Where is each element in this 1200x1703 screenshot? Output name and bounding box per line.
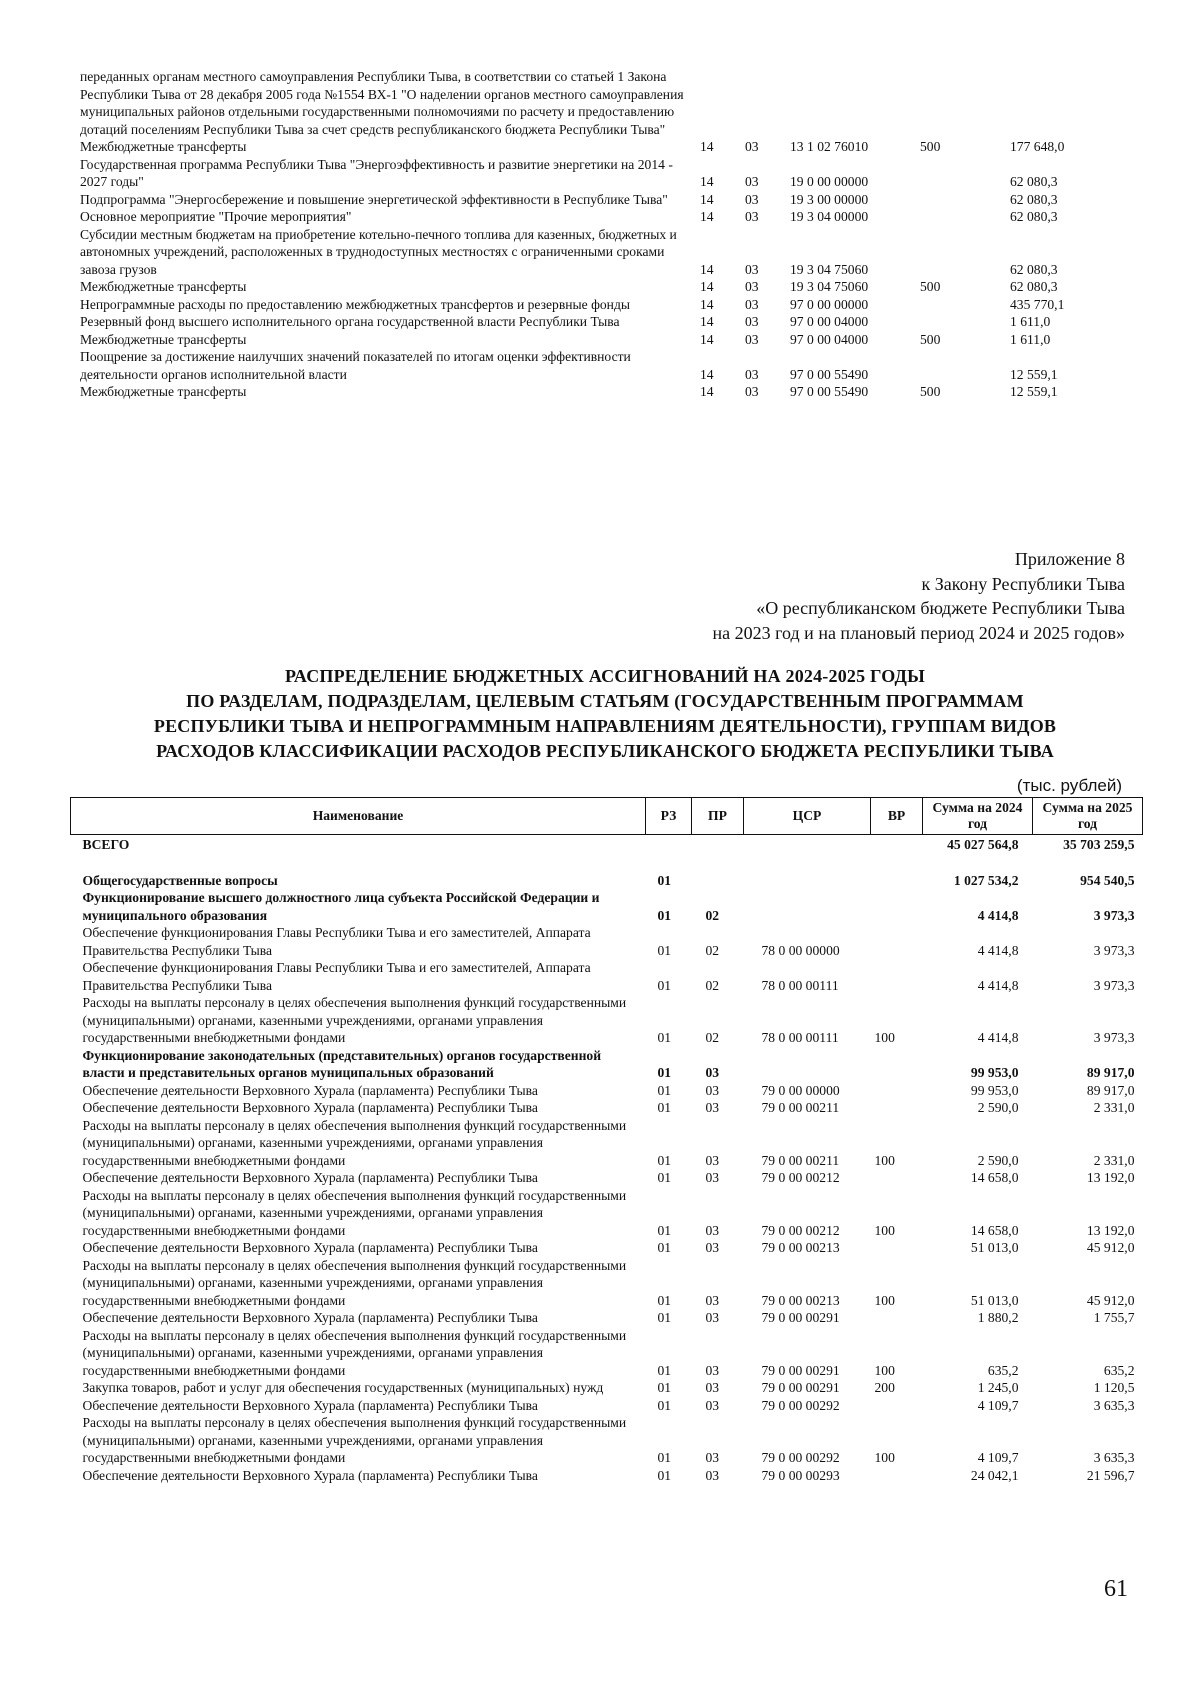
cell-csr: [744, 835, 871, 854]
cell-vr: [920, 156, 1010, 191]
cell-s25: 35 703 259,5: [1063, 837, 1135, 852]
cell-vr: [920, 191, 1010, 209]
cell-pr: 02: [705, 977, 720, 993]
cell-rz: 01: [657, 1065, 672, 1080]
cell-s24: 99 953,0: [970, 1065, 1019, 1080]
cell-pr: [692, 872, 744, 890]
cell-pr: 03: [705, 1222, 720, 1238]
cell-s24: 4 414,8: [977, 907, 1019, 923]
cell-vr: [871, 924, 923, 959]
table-row: [71, 959, 1143, 994]
header-sum-2024: Сумма на 2024 год: [923, 798, 1033, 835]
cell-sum: 1 611,0: [1010, 314, 1051, 329]
cell-csr: 79 0 00 00212: [761, 1222, 840, 1238]
appendix-header: [712, 547, 1125, 645]
title-line-1: РАСПРЕДЕЛЕНИЕ БЮДЖЕТНЫХ АССИГНОВАНИЙ НА 2024-2025 ГОДЫ: [285, 666, 925, 686]
cell-csr: 79 0 00 00000: [761, 1082, 840, 1098]
cell-pr: 03: [705, 1240, 720, 1255]
cell-name: Межбюджетные трансферты: [80, 279, 247, 294]
cell-rz: 01: [657, 1222, 672, 1238]
table-row: [71, 1187, 1143, 1240]
cell-sum: 62 080,3: [1010, 174, 1058, 189]
cell-csr: 79 0 00 00213: [761, 1292, 840, 1308]
cell-sum: [1010, 68, 1130, 138]
cell-vr: [920, 68, 1010, 138]
appendix-line-1: Приложение 8: [1014, 549, 1125, 569]
cell-rz: 14: [700, 139, 714, 154]
cell-pr: 03: [705, 1100, 720, 1115]
cell-pr: 03: [705, 1292, 720, 1308]
cell-s24: 51 013,0: [970, 1240, 1019, 1255]
cell-pr: 03: [745, 191, 759, 207]
header-sum-2025: Сумма на 2025 год: [1033, 798, 1143, 835]
cell-vr: 200: [874, 1380, 895, 1395]
cell-csr: 19 0 00 00000: [790, 174, 869, 189]
cell-name: Подпрограмма "Энергосбережение и повышение энергетической эффективности в Республике Тыва": [80, 191, 668, 207]
cell-rz: 01: [657, 1030, 672, 1045]
cell-vr: [871, 889, 923, 924]
cell-name: Поощрение за достижение наилучших значений показателей по итогам оценки эффективности деятельности органов исполнительной власти: [80, 349, 631, 382]
cell-csr: 78 0 00 00000: [761, 942, 840, 958]
table-row: [80, 191, 1130, 209]
table-row: [71, 1099, 1143, 1117]
table-row: [80, 331, 1130, 349]
cell-rz: 14: [700, 314, 714, 329]
cell-vr: 100: [874, 1362, 895, 1378]
cell-s25: 89 917,0: [1086, 1065, 1135, 1080]
cell-vr: 100: [874, 1030, 895, 1045]
cell-rz: 01: [657, 872, 672, 888]
cell-s24: 635,2: [987, 1362, 1019, 1378]
table-row: [80, 383, 1130, 401]
cell-s24: 4 414,8: [977, 977, 1019, 993]
cell-pr: 03: [705, 1170, 720, 1185]
cell-rz: 01: [657, 1082, 672, 1098]
table-row: [80, 313, 1130, 331]
cell-name: Расходы на выплаты персоналу в целях обеспечения выполнения функций государственными (муниципальными) органами, казенными учреждениями, органами управления государственными внебюджетными фондами: [82, 1257, 627, 1308]
cell-pr: 03: [745, 314, 759, 329]
cell-csr: 79 0 00 00291: [761, 1310, 840, 1325]
cell-csr: 97 0 00 55490: [790, 366, 869, 382]
cell-vr: [871, 1239, 923, 1257]
cell-csr: 79 0 00 00213: [761, 1240, 840, 1255]
cell-csr: 97 0 00 04000: [790, 314, 869, 329]
cell-rz: 14: [700, 191, 714, 207]
cell-rz: 14: [700, 366, 714, 382]
table-row: [71, 1379, 1143, 1397]
cell-name: Функционирование законодательных (представительных) органов государственной власти и представительных органов муниципальных образований: [82, 1047, 602, 1080]
cell-pr: 03: [705, 1152, 720, 1168]
spacer-cell: [71, 854, 1143, 872]
units-label: (тыс. рублей): [1016, 776, 1122, 795]
cell-s24: 1 027 534,2: [953, 872, 1019, 888]
cell-name: ВСЕГО: [82, 837, 130, 852]
cell-s25: 3 635,3: [1093, 1397, 1135, 1413]
header-vr: ВР: [871, 798, 923, 835]
table-row: [71, 889, 1143, 924]
cell-s25: 3 973,3: [1093, 907, 1135, 923]
cell-csr: 79 0 00 00212: [761, 1170, 840, 1185]
cell-vr: [920, 348, 1010, 383]
cell-s25: 1 120,5: [1093, 1380, 1135, 1395]
header-rz: РЗ: [646, 798, 692, 835]
cell-pr: 03: [745, 174, 759, 189]
cell-s25: 3 973,3: [1093, 977, 1135, 993]
cell-rz: 14: [700, 174, 714, 189]
appendix-line-4: на 2023 год и на плановый период 2024 и 2025 годов»: [712, 622, 1125, 643]
cell-rz: 01: [657, 1292, 672, 1308]
cell-rz: 01: [657, 1100, 672, 1115]
cell-pr: 03: [745, 366, 759, 382]
cell-csr: 79 0 00 00292: [761, 1397, 840, 1413]
cell-pr: 03: [705, 1065, 720, 1080]
table-row: [80, 68, 1130, 138]
cell-name: Межбюджетные трансферты: [80, 331, 247, 347]
cell-pr: 03: [705, 1397, 720, 1413]
cell-pr: 02: [705, 907, 720, 923]
cell-s25: 45 912,0: [1086, 1292, 1135, 1308]
cell-s25: 45 912,0: [1086, 1240, 1135, 1255]
cell-name: Обеспечение функционирования Главы Республики Тыва и его заместителей, Аппарата Правительства Республики Тыва: [82, 960, 591, 993]
cell-name: Общегосударственные вопросы: [82, 872, 278, 888]
table-header-row: [71, 798, 1143, 835]
cell-s25: 1 755,7: [1093, 1310, 1135, 1325]
cell-vr: 100: [874, 1222, 895, 1238]
cell-s24: 2 590,0: [977, 1152, 1019, 1168]
cell-pr: 03: [745, 261, 759, 277]
cell-rz: 14: [700, 209, 714, 224]
cell-pr: 03: [745, 296, 759, 312]
cell-vr: 500: [920, 279, 941, 294]
cell-vr: [920, 296, 1010, 314]
cell-vr: [871, 1099, 923, 1117]
cell-csr: 78 0 00 00111: [761, 1030, 839, 1045]
table-row: [80, 156, 1130, 191]
table-row: [71, 1239, 1143, 1257]
table-row: [71, 1117, 1143, 1170]
cell-s25: 635,2: [1103, 1362, 1135, 1378]
cell-name: Расходы на выплаты персоналу в целях обеспечения выполнения функций государственными (муниципальными) органами, казенными учреждениями, органами управления государственными внебюджетными фондами: [82, 1117, 627, 1168]
table-row: [71, 1309, 1143, 1327]
cell-sum: 62 080,3: [1010, 209, 1058, 224]
cell-s24: 4 109,7: [977, 1397, 1019, 1413]
cell-csr: 97 0 00 04000: [790, 331, 869, 347]
table-row: [71, 1257, 1143, 1310]
table-row: [80, 138, 1130, 156]
cell-vr: 500: [920, 331, 941, 347]
cell-sum: 62 080,3: [1010, 191, 1058, 207]
cell-name: Обеспечение деятельности Верховного Хурала (парламента) Республики Тыва: [82, 1467, 538, 1483]
cell-rz: 14: [700, 384, 714, 399]
cell-name: переданных органам местного самоуправления Республики Тыва, в соответствии со статьей 1 Закона Республики Тыва от 28 декабря 2005 года №1554 ВХ-1 "О наделении органов местного самоуправления муниципальных районов отдельными государственными полномочиями по расчету и предоставлению дотаций поселениям Республики Тыва за счет средств республиканского бюджета Республики Тыва": [80, 69, 684, 137]
cell-name: Резервный фонд высшего исполнительного органа государственной власти Республики Тыва: [80, 314, 620, 329]
cell-s24: 4 414,8: [977, 1030, 1019, 1045]
cell-vr: [920, 226, 1010, 279]
cell-s24: 4 109,7: [977, 1450, 1019, 1465]
cell-name: Обеспечение деятельности Верховного Хурала (парламента) Республики Тыва: [82, 1170, 538, 1185]
cell-name: Непрограммные расходы по предоставлению межбюджетных трансфертов и резервные фонды: [80, 296, 631, 312]
table-row: [71, 1047, 1143, 1082]
cell-pr: 03: [745, 139, 759, 154]
cell-vr: [871, 1397, 923, 1415]
table-row: [71, 872, 1143, 890]
cell-pr: 03: [705, 1310, 720, 1325]
cell-csr: 78 0 00 00111: [761, 977, 839, 993]
table-row: [80, 226, 1130, 279]
cell-pr: 03: [745, 384, 759, 399]
cell-name: Расходы на выплаты персоналу в целях обеспечения выполнения функций государственными (муниципальными) органами, казенными учреждениями, органами управления государственными внебюджетными фондами: [82, 995, 627, 1045]
cell-s24: 1 880,2: [977, 1310, 1019, 1325]
cell-rz: 01: [657, 1152, 672, 1168]
cell-rz: 14: [700, 331, 714, 347]
cell-pr: 02: [705, 942, 720, 958]
cell-csr: 97 0 00 00000: [790, 296, 869, 312]
cell-pr: 03: [705, 1450, 720, 1465]
cell-csr: 79 0 00 00291: [761, 1362, 840, 1378]
cell-s24: 14 658,0: [970, 1170, 1019, 1185]
cell-csr: [744, 889, 871, 924]
total-row: [71, 835, 1143, 854]
cell-name: Расходы на выплаты персоналу в целях обеспечения выполнения функций государственными (муниципальными) органами, казенными учреждениями, органами управления государственными внебюджетными фондами: [82, 1187, 627, 1238]
cell-pr: 03: [705, 1082, 720, 1098]
cell-pr: [692, 835, 744, 854]
cell-s25: 954 540,5: [1080, 872, 1135, 888]
cell-rz: 01: [657, 942, 672, 958]
cell-name: Межбюджетные трансферты: [80, 139, 247, 154]
cell-vr: [871, 1047, 923, 1082]
cell-s25: 2 331,0: [1093, 1100, 1135, 1115]
cell-csr: 13 1 02 76010: [790, 139, 869, 154]
cell-vr: 500: [920, 139, 941, 154]
cell-pr: 03: [745, 279, 759, 294]
cell-sum: 1 611,0: [1010, 331, 1051, 347]
table-row: [71, 1327, 1143, 1380]
title-line-2: ПО РАЗДЕЛАМ, ПОДРАЗДЕЛАМ, ЦЕЛЕВЫМ СТАТЬЯМ (ГОСУДАРСТВЕННЫМ ПРОГРАММАМ: [186, 691, 1024, 711]
cell-pr: 03: [705, 1380, 720, 1395]
cell-name: Закупка товаров, работ и услуг для обеспечения государственных (муниципальных) нужд: [82, 1380, 604, 1395]
cell-pr: 03: [745, 209, 759, 224]
appendix-line-3: «О республиканском бюджете Республики Тыва: [756, 598, 1125, 618]
cell-csr: 79 0 00 00211: [761, 1100, 840, 1115]
cell-rz: 01: [657, 1450, 672, 1465]
budget-table: [70, 797, 1143, 1484]
cell-name: Обеспечение деятельности Верховного Хурала (парламента) Республики Тыва: [82, 1310, 538, 1325]
continuation-table: [80, 68, 1130, 401]
table-row: [71, 1169, 1143, 1187]
cell-rz: 01: [657, 1380, 672, 1395]
cell-name: Расходы на выплаты персоналу в целях обеспечения выполнения функций государственными (муниципальными) органами, казенными учреждениями, органами управления государственными внебюджетными фондами: [82, 1415, 627, 1465]
cell-csr: 79 0 00 00293: [761, 1467, 840, 1483]
table-row: [80, 296, 1130, 314]
cell-csr: 79 0 00 00292: [761, 1450, 840, 1465]
title-line-4: РАСХОДОВ КЛАССИФИКАЦИИ РАСХОДОВ РЕСПУБЛИКАНСКОГО БЮДЖЕТА РЕСПУБЛИКИ ТЫВА: [156, 741, 1054, 761]
cell-rz: [646, 835, 692, 854]
cell-rz: 01: [657, 1240, 672, 1255]
cell-name: Обеспечение деятельности Верховного Хурала (парламента) Республики Тыва: [82, 1397, 538, 1413]
cell-csr: 97 0 00 55490: [790, 384, 869, 399]
cell-s24: 14 658,0: [970, 1222, 1019, 1238]
cell-vr: 100: [874, 1450, 895, 1465]
table-row: [71, 1082, 1143, 1100]
cell-sum: 177 648,0: [1010, 139, 1065, 154]
cell-pr: 03: [705, 1362, 720, 1378]
cell-csr: 79 0 00 00291: [761, 1380, 840, 1395]
continuation-table-body: [80, 68, 1130, 401]
cell-rz: 01: [657, 1362, 672, 1378]
table-row: [71, 1414, 1143, 1467]
cell-sum: 12 559,1: [1010, 384, 1058, 399]
cell-name: Функционирование высшего должностного лица субъекта Российской Федерации и муниципального образования: [82, 890, 600, 923]
cell-s24: 24 042,1: [970, 1467, 1019, 1483]
cell-rz: 14: [700, 296, 714, 312]
cell-s25: 89 917,0: [1086, 1082, 1135, 1098]
cell-s25: 21 596,7: [1086, 1467, 1135, 1483]
title-line-3: РЕСПУБЛИКИ ТЫВА И НЕПРОГРАММНЫМ НАПРАВЛЕНИЯМ ДЕЯТЕЛЬНОСТИ), ГРУППАМ ВИДОВ: [153, 716, 1057, 736]
cell-vr: [920, 208, 1010, 226]
cell-name: Расходы на выплаты персоналу в целях обеспечения выполнения функций государственными (муниципальными) органами, казенными учреждениями, органами управления государственными внебюджетными фондами: [82, 1327, 627, 1378]
page-number: 61: [1104, 1576, 1128, 1602]
cell-csr: 19 3 00 00000: [790, 191, 869, 207]
cell-vr: [871, 872, 923, 890]
cell-pr: 02: [705, 1030, 720, 1045]
cell-sum: 62 080,3: [1010, 279, 1058, 294]
table-row: [80, 278, 1130, 296]
appendix-line-2: к Закону Республики Тыва: [921, 573, 1125, 594]
budget-table-body: [71, 835, 1143, 1485]
cell-name: Субсидии местным бюджетам на приобретение котельно-печного топлива для казенных, бюджетных и автономных учреждений, расположенных в труднодоступных местностях с ограниченными сроками завоза грузов: [80, 226, 677, 277]
header-csr: ЦСР: [744, 798, 871, 835]
cell-csr: 79 0 00 00211: [761, 1152, 840, 1168]
cell-pr: 03: [745, 331, 759, 347]
cell-s25: 13 192,0: [1086, 1222, 1135, 1238]
cell-name: Обеспечение деятельности Верховного Хурала (парламента) Республики Тыва: [82, 1100, 538, 1115]
cell-s24: 45 027 564,8: [947, 837, 1019, 852]
cell-rz: [700, 68, 745, 138]
cell-s24: 51 013,0: [970, 1292, 1019, 1308]
cell-pr: 03: [705, 1467, 720, 1483]
cell-rz: 01: [657, 1397, 672, 1413]
cell-csr: [744, 872, 871, 890]
cell-vr: 100: [874, 1292, 895, 1308]
table-row: [71, 994, 1143, 1047]
cell-vr: [871, 1309, 923, 1327]
cell-name: Государственная программа Республики Тыва "Энергоэффективность и развитие энергетики на 2014 - 2027 годы": [80, 156, 673, 189]
cell-s24: 4 414,8: [977, 942, 1019, 958]
header-name: Наименование: [71, 798, 646, 835]
cell-rz: 14: [700, 261, 714, 277]
table-row: [80, 208, 1130, 226]
cell-vr: [871, 959, 923, 994]
cell-vr: [871, 1467, 923, 1485]
cell-name: Обеспечение функционирования Главы Республики Тыва и его заместителей, Аппарата Правительства Республики Тыва: [82, 925, 591, 958]
cell-csr: 19 3 04 00000: [790, 209, 869, 224]
table-row: [71, 1467, 1143, 1485]
cell-vr: [920, 313, 1010, 331]
cell-vr: [871, 1082, 923, 1100]
cell-pr: [745, 68, 790, 138]
cell-s25: 13 192,0: [1086, 1170, 1135, 1185]
cell-s24: 2 590,0: [977, 1100, 1019, 1115]
cell-rz: 01: [657, 1467, 672, 1483]
cell-s25: 3 635,3: [1093, 1450, 1135, 1465]
cell-name: Обеспечение деятельности Верховного Хурала (парламента) Республики Тыва: [82, 1082, 538, 1098]
cell-rz: 01: [657, 977, 672, 993]
table-row: [80, 348, 1130, 383]
cell-name: Основное мероприятие "Прочие мероприятия": [80, 209, 352, 224]
cell-name: Межбюджетные трансферты: [80, 384, 247, 399]
cell-vr: 100: [874, 1152, 895, 1168]
cell-sum: 12 559,1: [1010, 366, 1058, 382]
cell-rz: 01: [657, 1310, 672, 1325]
spacer-row: [71, 854, 1143, 872]
cell-rz: 01: [657, 907, 672, 923]
cell-s25: 2 331,0: [1093, 1152, 1135, 1168]
cell-csr: 19 3 04 75060: [790, 261, 869, 277]
cell-vr: [871, 835, 923, 854]
cell-sum: 62 080,3: [1010, 261, 1058, 277]
document-title: [70, 664, 1140, 764]
cell-rz: 14: [700, 279, 714, 294]
cell-csr: [790, 68, 920, 138]
cell-rz: 01: [657, 1170, 672, 1185]
cell-sum: 435 770,1: [1010, 296, 1065, 312]
table-row: [71, 924, 1143, 959]
cell-s24: 99 953,0: [970, 1082, 1019, 1098]
cell-vr: [871, 1169, 923, 1187]
cell-name: Обеспечение деятельности Верховного Хурала (парламента) Республики Тыва: [82, 1240, 538, 1255]
cell-s25: 3 973,3: [1093, 1030, 1135, 1045]
cell-vr: 500: [920, 384, 941, 399]
cell-csr: 19 3 04 75060: [790, 279, 869, 294]
cell-s24: 1 245,0: [977, 1380, 1019, 1395]
header-pr: ПР: [692, 798, 744, 835]
cell-csr: [744, 1047, 871, 1082]
cell-s25: 3 973,3: [1093, 942, 1135, 958]
table-row: [71, 1397, 1143, 1415]
